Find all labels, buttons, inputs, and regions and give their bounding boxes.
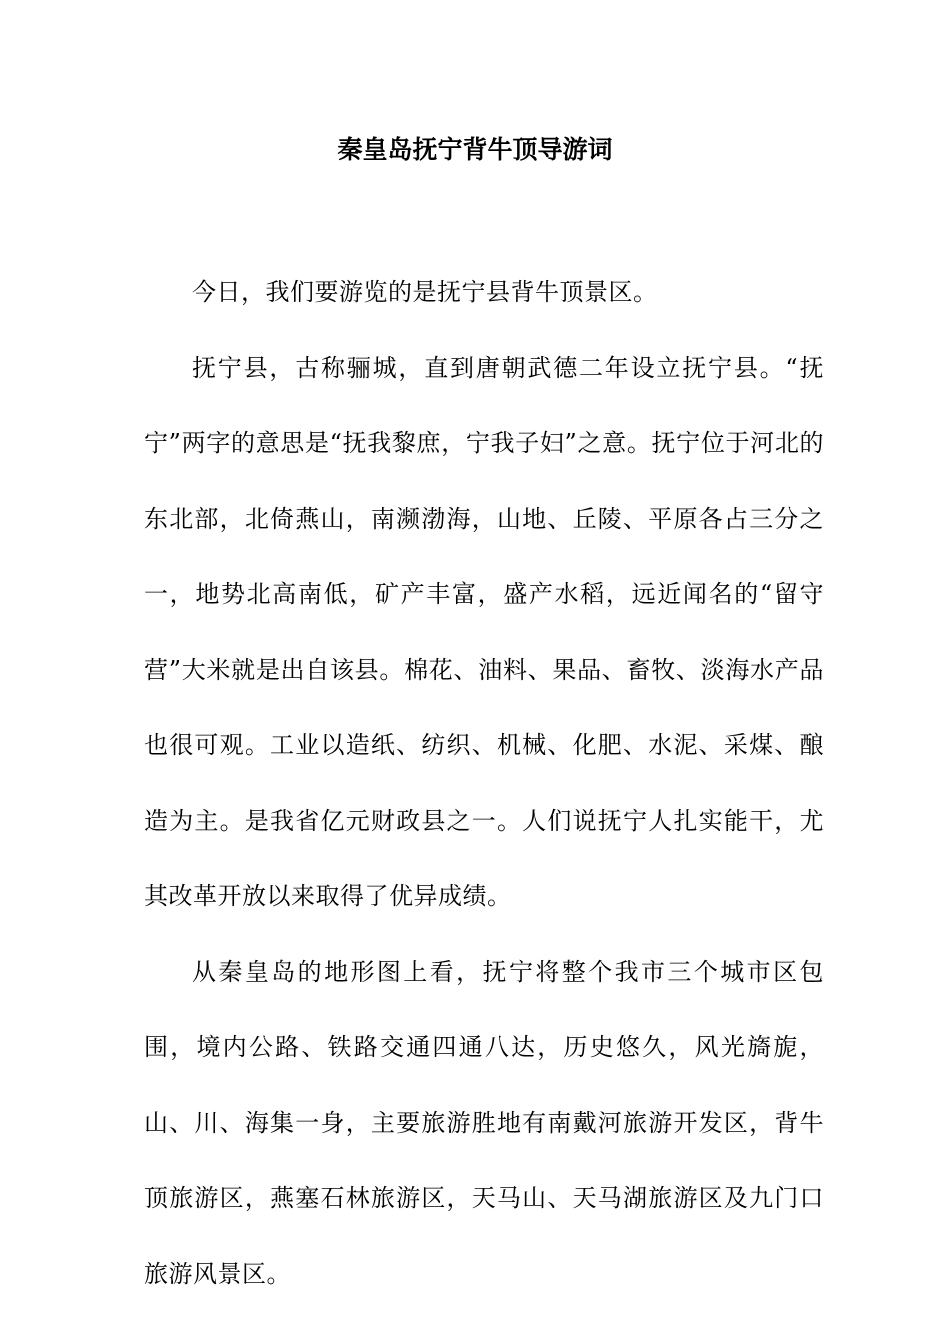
- paragraph-intro: 今日，我们要游览的是抚宁县背牛顶景区。: [192, 278, 658, 306]
- paragraph-tourism-sites: 从秦皇岛的地形图上看，抚宁将整个我市三个城市区包围，境内公路、铁路交通四通八达，历史悠久，风光旖旎，山、川、海集一身，主要旅游胜地有南戴河旅游开发区，背牛顶旅游区，燕塞石林旅游区，天马山、天马湖旅游区及九门口旅游风景区。: [144, 957, 824, 1288]
- paragraph-funing-overview: 抚宁县，古称骊城，直到唐朝武德二年设立抚宁县。“抚宁”两字的意思是“抚我黎庶，宁我子妇”之意。抚宁位于河北的东北部，北倚燕山，南濒渤海，山地、丘陵、平原各占三分之一，地势北高南低，矿产丰富，盛产水稻，远近闻名的“留守营”大米就是出自该县。棉花、油料、果品、畜牧、淡海水产品也很可观。工业以造纸、纺织、机械、化肥、水泥、采煤、酿造为主。是我省亿元财政县之一。人们说抚宁人扎实能干，尤其改革开放以来取得了优异成绩。: [144, 353, 824, 910]
- document-title: 秦皇岛抚宁背牛顶导游词: [337, 135, 613, 164]
- document-body: [144, 255, 824, 1312]
